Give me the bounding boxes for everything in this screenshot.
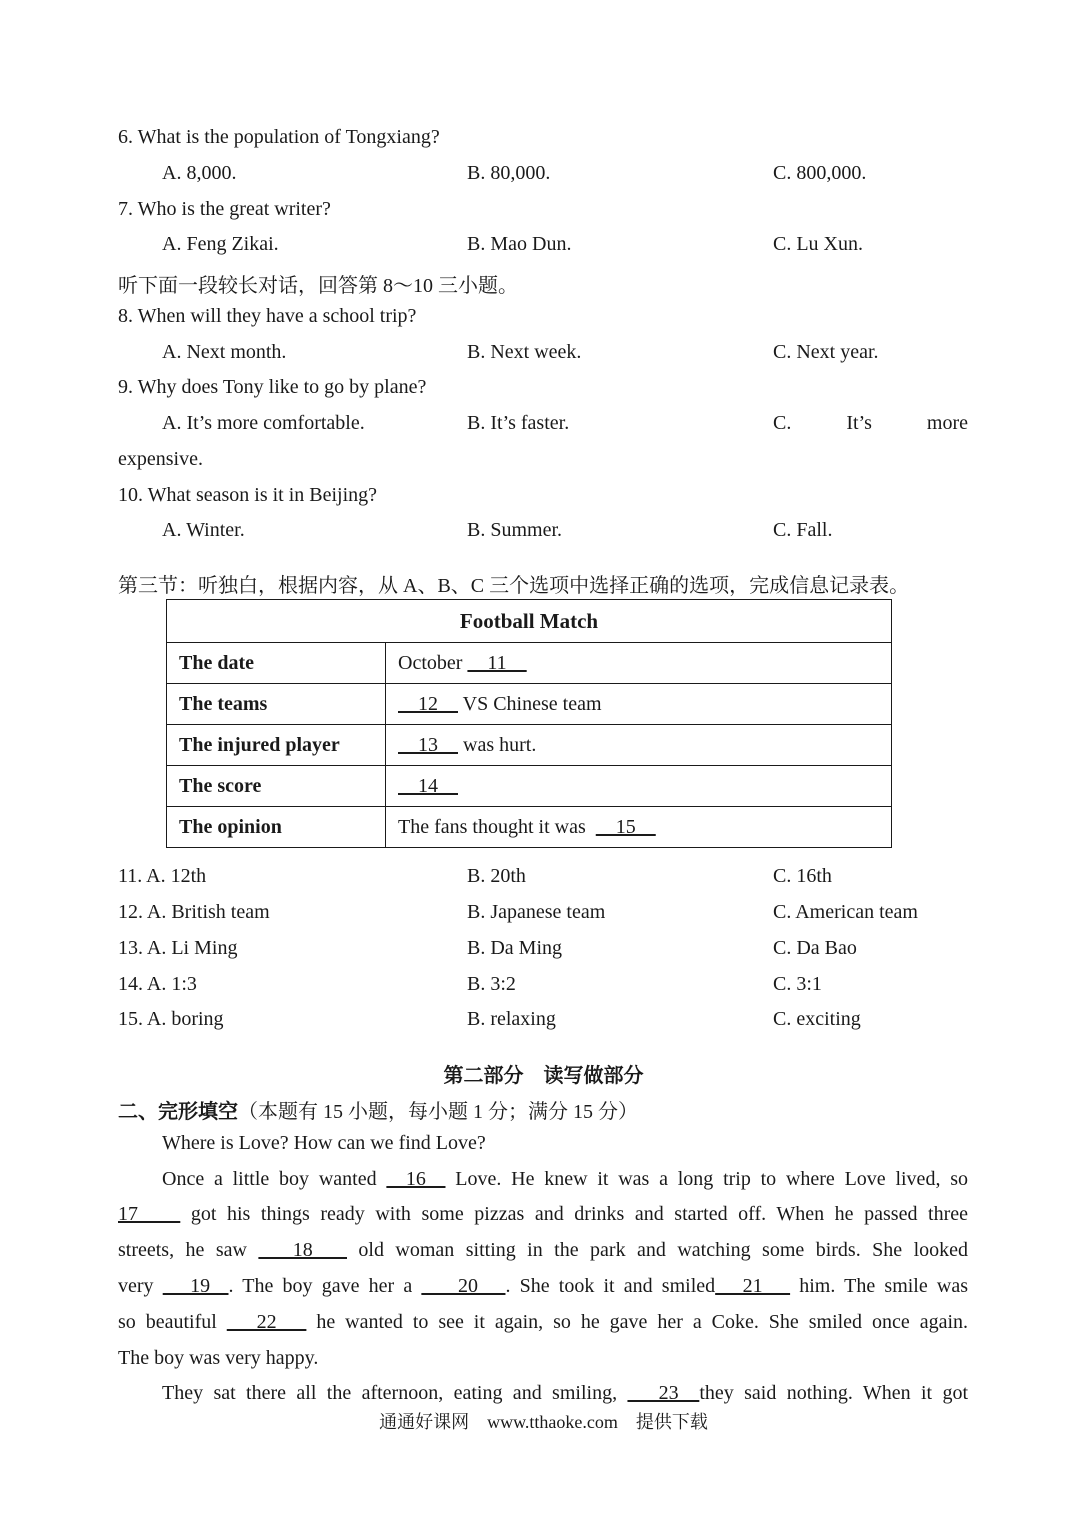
question-9-option-a: A. It’s more comfortable. (162, 412, 365, 434)
blank-20: 20 (421, 1275, 506, 1297)
question-11-option-a: 11. A. 12th (118, 865, 207, 887)
table-row-injured-player (167, 725, 892, 766)
cloze-title: 二、完形填空 (118, 1101, 238, 1123)
question-9-option-c-word2: more (926, 412, 968, 434)
football-match-table (166, 599, 892, 848)
question-8-option-c: C. Next year. (773, 341, 879, 363)
question-9-option-c-word1: It’s (846, 412, 872, 434)
passage-title-line: Where is Love? How can we find Love? (162, 1132, 486, 1154)
row-value (386, 766, 892, 807)
question-6-option-c: C. 800,000. (773, 162, 867, 184)
blank-22: 22 (226, 1311, 307, 1333)
row-key: The injured player (167, 725, 386, 766)
question-7-option-a: A. Feng Zikai. (162, 233, 279, 255)
blank-19: 19 (162, 1275, 229, 1297)
question-9-option-b: B. It’s faster. (467, 412, 570, 434)
question-11-option-c: C. 16th (773, 865, 832, 887)
question-6-option-a: A. 8,000. (162, 162, 237, 184)
blank-15: 15 (595, 815, 656, 838)
question-9-option-c-letter: C. (773, 412, 792, 434)
question-10-option-a: A. Winter. (162, 519, 245, 541)
question-12-option-c: C. American team (773, 901, 918, 923)
passage-line-5: so beautiful 22 he wanted to see it again, so he gave her a Coke. She smiled once again. (118, 1311, 968, 1333)
question-9-option-c (773, 412, 968, 435)
blank-21: 21 (715, 1275, 791, 1297)
question-7-option-c: C. Lu Xun. (773, 233, 863, 255)
row-value: October 11 (386, 643, 892, 684)
question-13-option-a: 13. A. Li Ming (118, 937, 238, 959)
question-6-option-b: B. 80,000. (467, 162, 551, 184)
question-7-stem: 7. Who is the great writer? (118, 198, 331, 220)
blank-13: 13 (398, 733, 458, 756)
row-value: The fans thought it was 15 (386, 807, 892, 848)
row-value: 13 was hurt. (386, 725, 892, 766)
blank-12: 12 (398, 692, 458, 715)
question-6-stem: 6. What is the population of Tongxiang? (118, 126, 440, 148)
listening-instruction-8-10: 听下面一段较长对话，回答第 8～10 三小题。 (118, 275, 518, 297)
row-key: The opinion (167, 807, 386, 848)
table-row-score (167, 766, 892, 807)
question-8-option-a: A. Next month. (162, 341, 287, 363)
passage-line-6: The boy was very happy. (118, 1347, 319, 1369)
cloze-note: （本题有 15 小题，每小题 1 分；满分 15 分） (238, 1101, 638, 1123)
passage-line-1: Once a little boy wanted 16 Love. He knew it was a long trip to where Love lived, so (162, 1168, 968, 1190)
question-11-option-b: B. 20th (467, 865, 526, 887)
question-7-option-b: B. Mao Dun. (467, 233, 572, 255)
table-row-opinion (167, 807, 892, 848)
row-key: The teams (167, 684, 386, 725)
question-13-option-b: B. Da Ming (467, 937, 562, 959)
blank-14: 14 (398, 774, 458, 797)
row-key: The date (167, 643, 386, 684)
question-14-option-b: B. 3:2 (467, 973, 516, 995)
section-3-instruction: 第三节：听独白，根据内容，从 A、B、C 三个选项中选择正确的选项，完成信息记录表。 (118, 575, 910, 597)
question-15-option-c: C. exciting (773, 1008, 861, 1030)
question-14-option-a: 14. A. 1:3 (118, 973, 197, 995)
part-2-heading: 第二部分 读写做部分 (443, 1065, 644, 1087)
question-10-option-b: B. Summer. (467, 519, 563, 541)
row-key: The score (167, 766, 386, 807)
blank-23: 23 (627, 1382, 700, 1404)
question-9-stem: 9. Why does Tony like to go by plane? (118, 376, 427, 398)
row-value: 12 VS Chinese team (386, 684, 892, 725)
passage-line-3: streets, he saw 18 old woman sitting in the park and watching some birds. She looked (118, 1239, 969, 1261)
question-8-stem: 8. When will they have a school trip? (118, 305, 417, 327)
table-row-date (167, 643, 892, 684)
question-12-option-b: B. Japanese team (467, 901, 606, 923)
blank-11: 11 (467, 651, 527, 674)
blank-16: 16 (386, 1168, 446, 1190)
table-title: Football Match (167, 600, 892, 643)
cloze-section-title (118, 1095, 638, 1124)
question-15-option-b: B. relaxing (467, 1008, 556, 1030)
passage-line-2: 17 got his things ready with some pizzas and drinks and started off. When he passed three (118, 1203, 968, 1225)
passage-line-4: very 19 . The boy gave her a 20 . She took it and smiled 21 him. The smile was (118, 1275, 969, 1297)
question-10-option-c: C. Fall. (773, 519, 833, 541)
blank-17: 17 (118, 1203, 181, 1225)
passage-line-7: They sat there all the afternoon, eating and smiling, 23 they said nothing. When it got (162, 1382, 969, 1404)
question-12-option-a: 12. A. British team (118, 901, 270, 923)
question-15-option-a: 15. A. boring (118, 1008, 224, 1030)
table-row-teams (167, 684, 892, 725)
question-10-stem: 10. What season is it in Beijing? (118, 484, 378, 506)
question-14-option-c: C. 3:1 (773, 973, 822, 995)
question-8-option-b: B. Next week. (467, 341, 582, 363)
blank-18: 18 (258, 1239, 347, 1261)
question-13-option-c: C. Da Bao (773, 937, 857, 959)
page-footer: 通通好课网 www.tthaoke.com 提供下载 (379, 1412, 708, 1432)
question-9-option-c-continued: expensive. (118, 448, 203, 470)
